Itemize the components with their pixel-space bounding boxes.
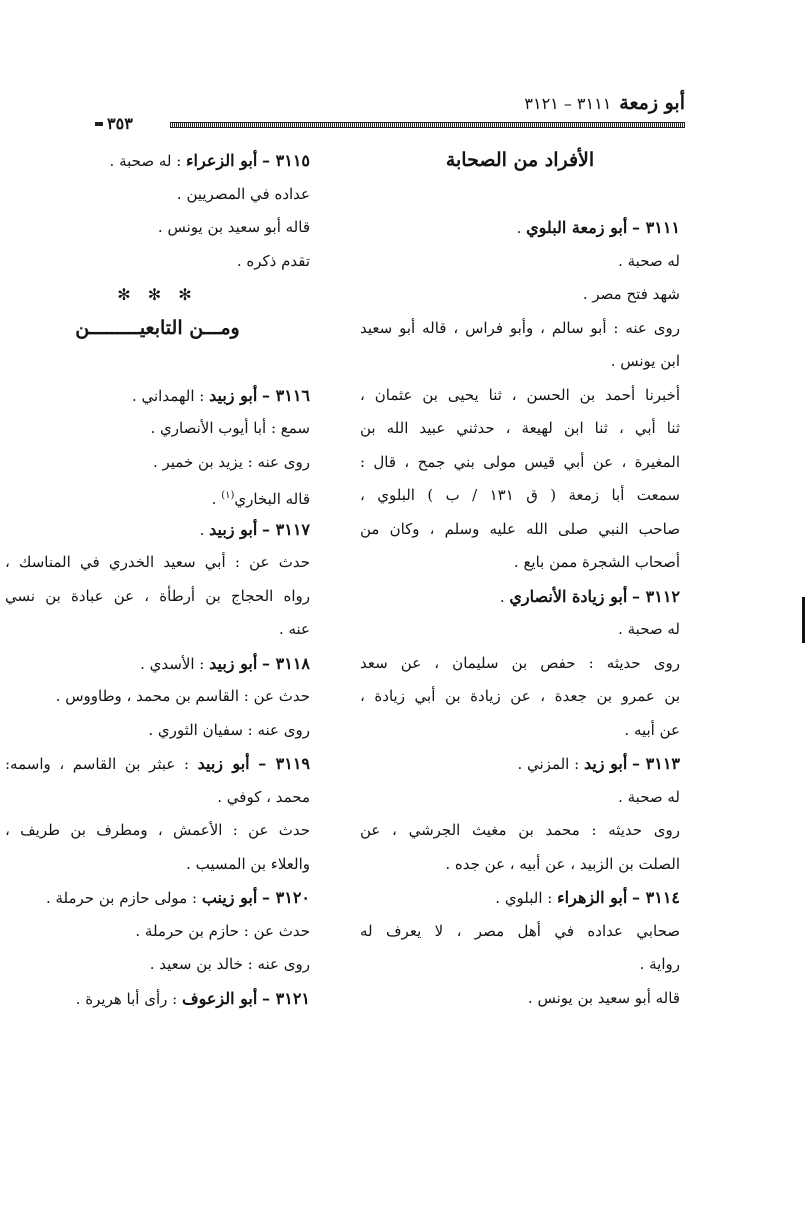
entry-heading-rest: . xyxy=(499,587,510,606)
entry-heading-rest: : عبثر بن القاسم ، واسمه: xyxy=(5,755,198,773)
page-header xyxy=(95,88,685,133)
entry-heading-rest: : الأسدي . xyxy=(140,654,210,673)
text-line: قاله أبو سعيد بن يونس . xyxy=(527,988,680,1007)
text-line: صاحب النبي صلى الله عليه وسلم ، وكان من xyxy=(360,519,680,538)
entry-name: أبو زينب xyxy=(201,888,258,907)
text-line: ابن يونس . xyxy=(610,352,680,370)
page-number: ٣٥٣ xyxy=(107,114,133,133)
text-line: عن أبيه . xyxy=(624,720,680,739)
text-line: قاله أبو سعيد بن يونس . xyxy=(157,218,310,236)
entry-heading xyxy=(5,747,310,781)
text-line: سمعت أبا زمعة ( ق ١٣١ / ب ) البلوي ، xyxy=(360,486,680,504)
text-line: له صحبة . xyxy=(618,787,680,806)
running-title-text: أبو زمعة xyxy=(619,92,685,114)
entry-heading-rest: : المزني . xyxy=(517,755,584,773)
entry-name: أبو زبيد xyxy=(209,519,258,539)
text-line: محمد ، كوفي . xyxy=(217,787,310,806)
entry-name: أبو زبيد xyxy=(197,754,250,773)
text-line: بن عمرو بن جعدة ، عن زيادة بن أبي زيادة ، xyxy=(360,687,680,705)
text-line: أصحاب الشجرة ممن بايع . xyxy=(513,553,680,571)
text-line: حدث عن : حازم بن حرملة . xyxy=(135,921,310,940)
text-line: عداده في المصريين . xyxy=(176,184,310,203)
spacer xyxy=(5,345,310,379)
entry-heading-rest: : رأى أبا هريرة . xyxy=(75,989,182,1008)
entry-heading-rest: . xyxy=(199,520,210,539)
text-line: عنه . xyxy=(278,620,310,638)
entry-number: ٣١١٨ – xyxy=(262,653,310,673)
text-line: حدث عن : القاسم بن محمد ، وطاووس . xyxy=(55,687,310,705)
entry-range: ٣١١١ – ٣١٢١ xyxy=(524,94,612,113)
entry-heading xyxy=(360,211,680,245)
entry-heading xyxy=(360,580,680,614)
text-line: روى حديثه : حفص بن سليمان ، عن سعد xyxy=(360,653,680,672)
entry-number: ٣١١٦ – xyxy=(262,385,310,405)
footnote-marker: (١) xyxy=(221,490,235,501)
text-line: الصلت بن الزبيد ، عن أبيه ، عن جده . xyxy=(445,854,680,873)
entry-heading xyxy=(5,647,310,681)
entry-number: ٣١٢١ – xyxy=(262,988,310,1008)
text-line: تقدم ذكره . xyxy=(236,251,310,270)
text-line: رواية . xyxy=(639,955,680,973)
text-line: روى حديثه : محمد بن مغيث الجرشي ، عن xyxy=(360,821,680,839)
entry-heading-rest: : مولى حازم بن حرملة . xyxy=(45,889,202,907)
text-line: روى عنه : سفيان الثوري . xyxy=(148,720,310,739)
right-column xyxy=(360,144,680,1015)
text-line: رواه الحجاج بن أرطأة ، عن عبادة بن نسي xyxy=(5,586,310,605)
rule-end-mark xyxy=(95,122,103,126)
text-line: له صحبة . xyxy=(618,620,680,638)
entry-name: أبو زمعة البلوي xyxy=(526,218,628,237)
text-line: سمع : أبا أيوب الأنصاري . xyxy=(150,419,310,437)
entry-heading xyxy=(5,982,310,1016)
entry-heading-rest: . xyxy=(516,219,527,237)
text-line: المغيرة ، عن أبي قيس مولى بني جمح ، قال : xyxy=(360,452,680,471)
section-heading-successors: ومـــن التابعيـــــــــن xyxy=(75,316,240,339)
entry-name: أبو زبيد xyxy=(209,653,258,673)
text-line: روى عنه : يزيد بن خمير . xyxy=(152,452,310,471)
entry-number: ٣١٢٠ – xyxy=(262,888,310,907)
text-line: روى عنه : أبو سالم ، وأبو فراس ، قاله أبو سعيد xyxy=(360,318,680,337)
entry-name: أبو الزهراء xyxy=(557,888,628,907)
entry-heading xyxy=(360,747,680,781)
entry-number: ٣١١٢ – xyxy=(632,586,680,606)
header-rule xyxy=(95,114,685,133)
entry-number: ٣١١٧ – xyxy=(262,519,310,539)
entry-name: أبو زيد xyxy=(583,754,628,773)
entry-heading-rest: : الهمداني . xyxy=(131,386,210,405)
entry-name: أبو الزعوف xyxy=(181,988,258,1008)
text-line: حدث عن : أبي سعيد الخدري في المناسك ، xyxy=(5,553,310,571)
text-line-part: قاله البخاري xyxy=(234,490,310,508)
section-separator-stars: ✻ ✻ ✻ xyxy=(117,285,198,304)
entry-number: ٣١١١ – xyxy=(632,218,680,237)
text-line: ثنا أبي ، ثنا ابن لهيعة ، حدثني عبيد الله بن xyxy=(360,419,680,437)
running-title xyxy=(524,92,685,114)
text-line: حدث عن : الأعمش ، ومطرف بن طريف ، xyxy=(5,821,310,839)
entry-name: أبو زبيد xyxy=(209,385,258,405)
entry-heading xyxy=(5,144,310,178)
text-line: والعلاء بن المسيب . xyxy=(186,854,310,873)
section-heading-companions: الأفراد من الصحابة xyxy=(445,149,595,171)
text-line: له صحبة . xyxy=(618,251,680,270)
text-line xyxy=(5,479,310,513)
entry-number: ٣١١٣ – xyxy=(632,754,680,773)
text-line: روى عنه : خالد بن سعيد . xyxy=(149,955,310,973)
left-column xyxy=(5,144,310,1015)
entry-number: ٣١١٥ – xyxy=(262,151,310,170)
decorative-rule xyxy=(170,122,685,128)
spacer xyxy=(360,178,680,212)
text-line: أخبرنا أحمد بن الحسن ، ثنا يحيى بن عثمان ، xyxy=(360,385,680,404)
text-line-part: . xyxy=(211,490,222,508)
entry-heading xyxy=(5,379,310,413)
entry-heading xyxy=(5,513,310,547)
entry-heading xyxy=(5,881,310,915)
entry-number: ٣١١٤ – xyxy=(632,888,680,907)
entry-name: أبو الزعراء xyxy=(186,151,258,170)
entry-name: أبو زيادة الأنصاري xyxy=(509,586,628,606)
text-line: صحابي عداده في أهل مصر ، لا يعرف له xyxy=(360,921,680,940)
entry-heading-rest: : البلوي . xyxy=(495,889,558,907)
text-line: شهد فتح مصر . xyxy=(582,285,680,303)
entry-number: ٣١١٩ – xyxy=(258,754,310,773)
entry-heading-rest: : له صحبة . xyxy=(109,152,187,170)
entry-heading xyxy=(360,881,680,915)
